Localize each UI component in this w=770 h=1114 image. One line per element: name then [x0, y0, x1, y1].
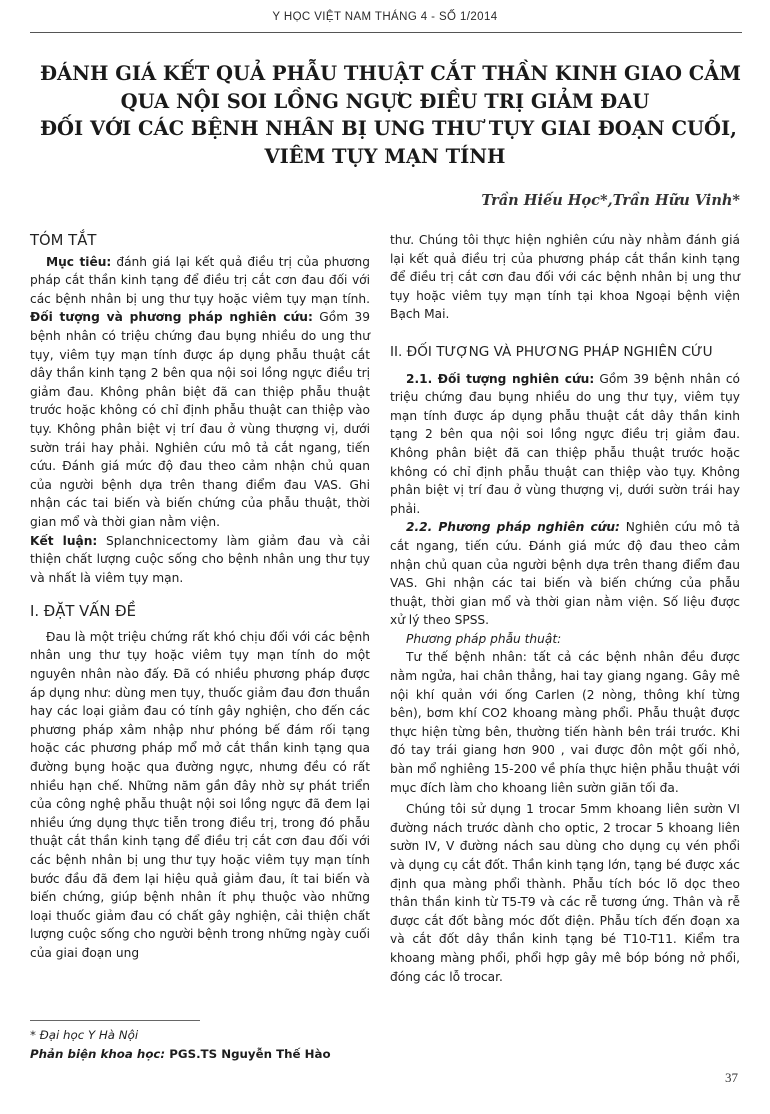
affiliation-note: * Đại học Y Hà Nội: [30, 1028, 139, 1042]
conclusion-text: Splanchnicectomy làm giảm đau và cải thiện chất lượng cuộc sống cho bệnh nhân ung thư tụy và nhất là viêm tụy mạn.: [30, 533, 370, 585]
right-column: [390, 231, 740, 986]
methods-heading: II. ĐỐI TƯỢNG VÀ PHƯƠNG PHÁP NGHIÊN CỨU: [390, 343, 713, 360]
intro-continuation: thư. Chúng tôi thực hiện nghiên cứu này nhằm đánh giá lại kết quả điều trị của phương pháp cắt thần kinh tạng để điều trị cắt cơn đau đối với các bệnh nhân bị ung thư tụy hoặc viêm tụy mạn tính tại khoa Ngoại bệnh viện Bạch Mai.: [390, 233, 740, 322]
procedure-paragraph: Chúng tôi sử dụng 1 trocar 5mm khoang liên sườn VI đường nách trước dành cho optic, 2 trocar 5 khoang liên sườn IV, V đường nách sau dùng cho dụng cụ vén phổi và dụng cụ cắt đốt. Thần kinh tạng lớn, tạng bé được xác định qua màng phổi thành. Phẫu tích bóc lõ dọc theo thân thần kinh từ T5-T9 và các rễ tương ứng. Thân và rễ được cắt đốt bằng móc đốt điện. Phẫu tích đến đoạn xa và cắt đốt dây thần kinh tạng bé T10-T11. Kiểm tra khoang màng phổi, phổi hợp gây mê bóp bóng nở phổi, đóng các lỗ trocar.: [390, 802, 740, 984]
header-rule: [30, 32, 742, 33]
page-number: 37: [725, 1070, 738, 1085]
title-line: ĐỐI VỚI CÁC BỆNH NHÂN BỊ UNG THƯ TỤY GIAI ĐOẠN CUỐI,: [40, 117, 737, 140]
title-line: ĐÁNH GIÁ KẾT QUẢ PHẪU THUẬT CẮT THẦN KINH GIAO CẢM: [40, 62, 741, 85]
running-header: Y HỌC VIỆT NAM THÁNG 4 - SỐ 1/2014: [272, 11, 498, 23]
abstract-heading: TÓM TẮT: [30, 232, 97, 249]
article-title: [40, 60, 741, 170]
reviewer-name: PGS.TS Nguyễn Thế Hào: [165, 1047, 331, 1061]
conclusion-label: Kết luận:: [30, 533, 98, 548]
objective-text: đánh giá lại kết quả điều trị của phương pháp cắt thần kinh tạng để điều trị cắt cơn đau đối với các bệnh nhân bị ung thư tụy hoặc viêm tụy mạn tính.: [30, 254, 371, 306]
study-subjects: [390, 370, 740, 519]
study-methods-label: 2.2. Phương pháp nghiên cứu:: [406, 520, 620, 535]
abstract-conclusion: [30, 532, 370, 588]
procedure-heading: Phương pháp phẫu thuật:: [406, 631, 562, 646]
title-line: VIÊM TỤY MẠN TÍNH: [264, 144, 506, 168]
abstract-objective: [30, 253, 370, 532]
methods-label: Đối tượng và phương pháp nghiên cứu:: [30, 310, 313, 325]
left-column: [30, 232, 370, 963]
intro-paragraph: Đau là một triệu chứng rất khó chịu đối với các bệnh nhân ung thư tụy hoặc viêm tụy mạn tính do một nguyên nhân nào đấy. Đã có nhiều phương pháp được áp dụng như: dùng men tụy, thuốc giảm đau đơn thuần hay các loại giảm đau có tính gây nghiện, cho đến các phương pháp xâm nhập như phóng bế đám rối tạng hoặc các phương pháp mổ mở cắt thần kinh tạng qua đường bụng hoặc qua đường ngực, nhưng đều có rất nhiều hạn chế. Những năm gần đây nhờ sự phát triển của công nghệ phẫu thuật nội soi lồng ngực đã đem lại nhiều ứng dụng thực tiễn trong điều trị, trong đó phẫu thuật cắt thần kinh tạng để điều trị cắt cơn đau đối với các bệnh nhân bị ung thư tụy hoặc viêm tụy mạn tính bước đầu đã đem lại hiệu quả giảm đau, ít tai biến và biến chứng, giúp bệnh nhân ít phụ thuộc vào những loại thuốc giảm đau có chất gây nghiện, cải thiện chất lượng cuộc sống cho người bệnh trong những ngày cuối của giai đoạn ung: [30, 629, 370, 960]
title-line: QUA NỘI SOI LỒNG NGỰC ĐIỀU TRỊ GIẢM ĐAU: [120, 89, 650, 113]
reviewer-note: [30, 1045, 331, 1064]
subjects-text: Gồm 39 bệnh nhân có triệu chứng đau bụng nhiều do ung thư tụy, viêm tụy mạn tính được áp dụng phẫu thuật cắt dây thần kinh tạng 2 bên qua nội soi lồng ngực điều trị giảm đau. Không phân biệt đã can thiệp phẫu thuật trước hoặc không có chỉ định phẫu thuật can thiệp vào tụy. Không phân biệt vị trí đau ở vùng thượng vị, dưới sườn trái hay phải.: [390, 371, 740, 516]
intro-heading: I. ĐẶT VẤN ĐỀ: [30, 603, 136, 621]
footnote-rule: [30, 1020, 200, 1021]
reviewer-label: Phản biện khoa học:: [30, 1047, 166, 1061]
study-methods-text: Nghiên cứu mô tả cắt ngang, tiến cứu. Đánh giá mức độ đau theo cảm nhận chủ quan của người bệnh dựa trên thang điểm đau VAS. Ghi nhận các tai biến và biến chứng của phẫu thuật, thời gian mổ và thời gian nằm viện. Số liệu được xử lý theo SPSS.: [390, 520, 740, 628]
procedure-paragraph: Tư thế bệnh nhân: tất cả các bệnh nhân đều được nằm ngửa, hai chân thẳng, hai tay giang ngang. Gây mê nội khí quản với ống Carlen (2 nòng, thông khí từng bên), bơm khí CO2 khoang màng phổi. Phẫu thuật được thực hiện từng bên, thường tiến hành bên trái trước. Khi đó tay trái giang hơn 900 , vai được đôn một gối nhỏ, bàn mổ nghiêng 15-200 về phía thực hiện phẫu thuật với mục đích làm cho khoang liên sườn giãn tối đa.: [390, 650, 740, 795]
footnotes: [30, 1026, 331, 1064]
study-methods: [390, 518, 740, 630]
objective-label: Mục tiêu:: [46, 254, 112, 269]
methods-text: Gồm 39 bệnh nhân có triệu chứng đau bụng nhiều do ung thư tụy, viêm tụy mạn tính được áp dụng phẫu thuật cắt dây thần kinh tạng 2 bên qua nội soi lồng ngực điều trị giảm đau. Không phân biệt đã can thiệp phẫu thuật trước hoặc không có chỉ định phẫu thuật can thiệp vào tụy. Không phân biệt vị trí đau ở vùng thượng vị, dưới sườn trái hay phải. Nghiên cứu mô tả cắt ngang, tiến cứu. Đánh giá mức độ đau theo cảm nhận chủ quan của người bệnh dựa trên thang điểm đau VAS. Ghi nhận các tai biến và biến chứng của phẫu thuật, thời gian mổ và thời gian nằm viện.: [30, 310, 371, 529]
subjects-label: 2.1. Đối tượng nghiên cứu:: [406, 371, 595, 386]
author-list: Trần Hiếu Học*,Trần Hữu Vinh*: [481, 192, 740, 209]
